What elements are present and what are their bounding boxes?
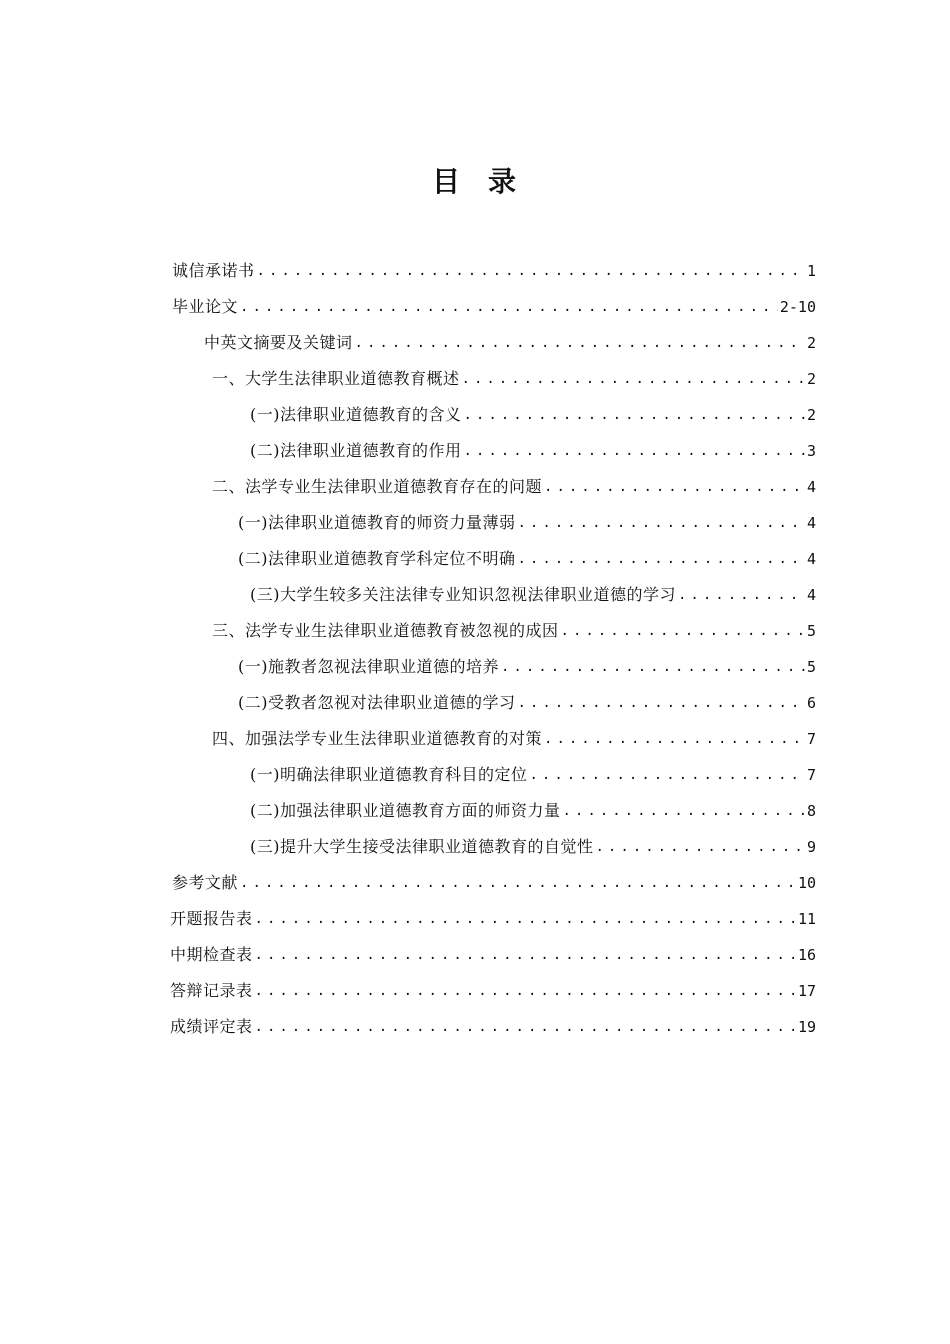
toc-entry-label: 成绩评定表 — [170, 1017, 253, 1036]
dot-leader — [240, 297, 778, 317]
toc-entry-label: 开题报告表 — [170, 909, 253, 928]
dot-leader — [518, 549, 805, 569]
toc-entry-page: 3 — [806, 442, 816, 460]
toc-entry-label: (一)法律职业道德教育的含义 — [250, 405, 462, 424]
toc-entry[interactable] — [172, 289, 816, 325]
toc-entry-label: (三)大学生较多关注法律专业知识忽视法律职业道德的学习 — [250, 585, 676, 604]
toc-entry[interactable] — [238, 541, 816, 577]
toc-entry-label: 一、大学生法律职业道德教育概述 — [212, 369, 460, 388]
toc-entry-page: 2 — [806, 370, 816, 388]
toc-entry[interactable] — [212, 469, 816, 505]
dot-leader — [501, 657, 805, 677]
toc-entry-label: (一)施教者忽视法律职业道德的培养 — [238, 657, 499, 676]
toc-entry[interactable] — [212, 361, 816, 397]
toc-entry[interactable] — [172, 253, 816, 289]
toc-entry-page: 2 — [806, 334, 816, 352]
dot-leader — [596, 837, 805, 857]
toc-entry-page: 5 — [806, 658, 816, 676]
toc-entry[interactable] — [250, 757, 816, 793]
toc-entry-page: 4 — [806, 478, 816, 496]
dot-leader — [544, 477, 805, 497]
toc-entry[interactable] — [238, 685, 816, 721]
toc-entry-page: 2-10 — [779, 298, 816, 316]
toc-entry-page: 11 — [797, 910, 816, 928]
toc-entry[interactable] — [212, 613, 816, 649]
page-title — [0, 162, 950, 202]
toc-entry-page: 16 — [797, 946, 816, 964]
toc-entry-label: 中期检查表 — [170, 945, 253, 964]
dot-leader — [518, 513, 805, 533]
toc-entry-label: (一)法律职业道德教育的师资力量薄弱 — [238, 513, 516, 532]
toc-entry-label: 二、法学专业生法律职业道德教育存在的问题 — [212, 477, 543, 496]
toc-entry[interactable] — [238, 649, 816, 685]
toc-entry-page: 1 — [806, 262, 816, 280]
dot-leader — [255, 909, 796, 929]
dot-leader — [544, 729, 805, 749]
toc-entry-label: (一)明确法律职业道德教育科目的定位 — [250, 765, 528, 784]
toc-entry-page: 5 — [806, 622, 816, 640]
toc-entry[interactable] — [212, 721, 816, 757]
toc-entry-label: 诚信承诺书 — [172, 261, 255, 280]
dot-leader — [255, 1017, 796, 1037]
toc-entry-label: 中英文摘要及关键词 — [204, 333, 353, 352]
toc-entry[interactable] — [170, 973, 816, 1009]
toc-entry[interactable] — [250, 577, 816, 613]
toc-entry-page: 7 — [806, 730, 816, 748]
toc-entry-page: 10 — [797, 874, 816, 892]
toc-entry-label: (二)法律职业道德教育学科定位不明确 — [238, 549, 516, 568]
toc-entry[interactable] — [250, 829, 816, 865]
toc-entry-label: 四、加强法学专业生法律职业道德教育的对策 — [212, 729, 543, 748]
dot-leader — [255, 981, 796, 1001]
toc-entry[interactable] — [238, 505, 816, 541]
toc-entry-page: 7 — [806, 766, 816, 784]
toc-entry-page: 4 — [806, 550, 816, 568]
dot-leader — [464, 441, 805, 461]
toc-entry[interactable] — [250, 433, 816, 469]
toc-entry-label: 答辩记录表 — [170, 981, 253, 1000]
toc-entry[interactable] — [170, 901, 816, 937]
toc-entry[interactable] — [250, 397, 816, 433]
toc-entry[interactable] — [170, 937, 816, 973]
toc-entry-label: 三、法学专业生法律职业道德教育被忽视的成因 — [212, 621, 559, 640]
toc-entry-page: 9 — [806, 838, 816, 856]
dot-leader — [518, 693, 805, 713]
dot-leader — [462, 369, 805, 389]
toc-entry-label: (二)加强法律职业道德教育方面的师资力量 — [250, 801, 561, 820]
toc-entry-page: 2 — [806, 406, 816, 424]
toc-entry-label: (三)提升大学生接受法律职业道德教育的自觉性 — [250, 837, 594, 856]
toc-entry-page: 4 — [806, 514, 816, 532]
dot-leader — [240, 873, 796, 893]
dot-leader — [257, 261, 805, 281]
toc-entry-page: 19 — [797, 1018, 816, 1036]
dot-leader — [530, 765, 805, 785]
dot-leader — [255, 945, 796, 965]
toc-entry-label: (二)受教者忽视对法律职业道德的学习 — [238, 693, 516, 712]
toc-entry[interactable] — [250, 793, 816, 829]
toc-entry-label: 参考文献 — [172, 873, 239, 892]
title-char-2: 录 — [488, 165, 519, 198]
dot-leader — [563, 801, 805, 821]
toc-entry[interactable] — [172, 865, 816, 901]
dot-leader — [464, 405, 805, 425]
toc-entry-page: 6 — [806, 694, 816, 712]
dot-leader — [561, 621, 805, 641]
toc-entry-label: (二)法律职业道德教育的作用 — [250, 441, 462, 460]
toc-entry[interactable] — [204, 325, 816, 361]
toc-entry-page: 8 — [806, 802, 816, 820]
toc-entry-label: 毕业论文 — [172, 297, 239, 316]
dot-leader — [678, 585, 805, 605]
dot-leader — [355, 333, 805, 353]
toc-entry[interactable] — [170, 1009, 816, 1045]
toc-entry-page: 4 — [806, 586, 816, 604]
title-char-1: 目 — [431, 165, 462, 198]
toc-entry-page: 17 — [797, 982, 816, 1000]
